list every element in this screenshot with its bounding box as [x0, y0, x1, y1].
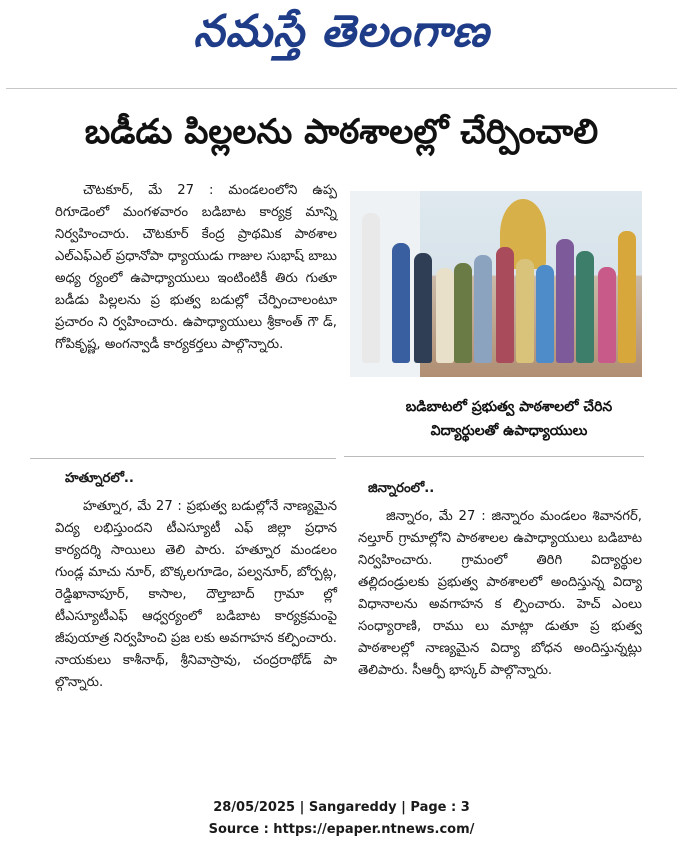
right-column: [358, 472, 642, 682]
masthead: [0, 0, 683, 78]
left-column: [55, 180, 337, 356]
left-subhead: హత్నూరలో..: [65, 471, 134, 486]
article-photo: [350, 191, 642, 377]
article-headline: బడీడు పిల్లలను పాఠశాలల్లో చేర్పించాలి: [84, 112, 599, 152]
top-divider: [6, 88, 677, 89]
right-divider: [344, 456, 644, 457]
left-paragraph-1: చౌటకూర్, మే 27 : మండలంలోని ఉప్ప రిగూడెంలో మంగళవారం బడిబాట కార్యక్ర మాన్ని నిర్వహించారు. చౌటకూర్ కేంద్ర ప్రాథమిక పాఠశాల ఎల్ఎఫ్ఎల్ ప్రధానోపా ధ్యాయుడు గాజుల సుభాష్ బాబు అధ్య ర్యంలో ఉపాధ్యాయులు ఇంటింటికీ తిరు గుతూ బడీడు పిల్లలను ప్ర భుత్వ బడుల్లో చేర్పించాలంటూ ప్రచారం ని ర్వహించారు. ఉపాధ్యాయులు శ్రీకాంత్ గౌ డ్, గోపికృష్ణ, అంగన్వాడీ కార్యకర్తలు పాల్గొన్నారు.: [55, 183, 337, 352]
right-paragraph: జిన్నారం, మే 27 : జిన్నారం మండలం శివానగర్, నల్తూర్ గ్రామాల్లోని పాఠశాలల ఉపాధ్యాయులు బడిబాట నిర్వహించారు. గ్రామంలో తిరిగి విద్యార్థుల తల్లిదండ్రులకు ప్రభుత్వ పాఠశాలలో అందిస్తున్న విద్యా విధానాలను అవగాహన క ల్పించారు. హెచ్ ఎంలు సంధ్యారాణి, రాము లు మాట్లా డుతూ ప్ర భుత్వ పాఠశాలల్లో నాణ్యమైన విద్యా బోధన అందిస్తున్నట్లు తెలిపారు. సీఆర్పీ భాస్కర్ పాల్గొన్నారు.: [358, 509, 642, 678]
left-paragraph-2: హత్నూర, మే 27 : ప్రభుత్వ బడుల్లోనే నాణ్యమైన విద్య లభిస్తుందని టీఎస్యూటీ ఎఫ్ జిల్లా ప్రధాన కార్యదర్శి సాయిలు తెలి పారు. హత్నూర మండలం గుండ్ల మాచు నూర్, బొక్కలగూడెం, పల్వనూర్, బోర్పట్ల, రెడ్డిఖానాపూర్, కాసాల, దౌల్తాబాద్ గ్రామా ల్లో టీఎస్యూటీఎఫ్ ఆధ్వర్యంలో బడిబాట కార్యక్రమంపై జీపుయాత్ర నిర్వహించి ప్రజ లకు అవగాహన కల్పించారు. నాయకులు కాశీనాథ్, శ్రీనివాస్రావు, చంద్రరాథోడ్ పా ల్గొన్నారు.: [55, 499, 337, 690]
footer-source: Source : https://epaper.ntnews.com/: [208, 822, 475, 837]
photo-caption: బడిబాటలో ప్రభుత్వ పాఠశాలలో చేరిన విద్యార్థులతో ఉపాధ్యాయులు: [405, 399, 613, 439]
footer-dateline: 28/05/2025 | Sangareddy | Page : 3: [213, 800, 470, 815]
footer: [0, 797, 683, 841]
left-divider: [30, 458, 336, 459]
left-column-2: [55, 462, 337, 694]
right-subhead: జిన్నారంలో..: [368, 481, 435, 496]
masthead-logo: నమస్తే తెలంగాణ: [193, 6, 490, 57]
